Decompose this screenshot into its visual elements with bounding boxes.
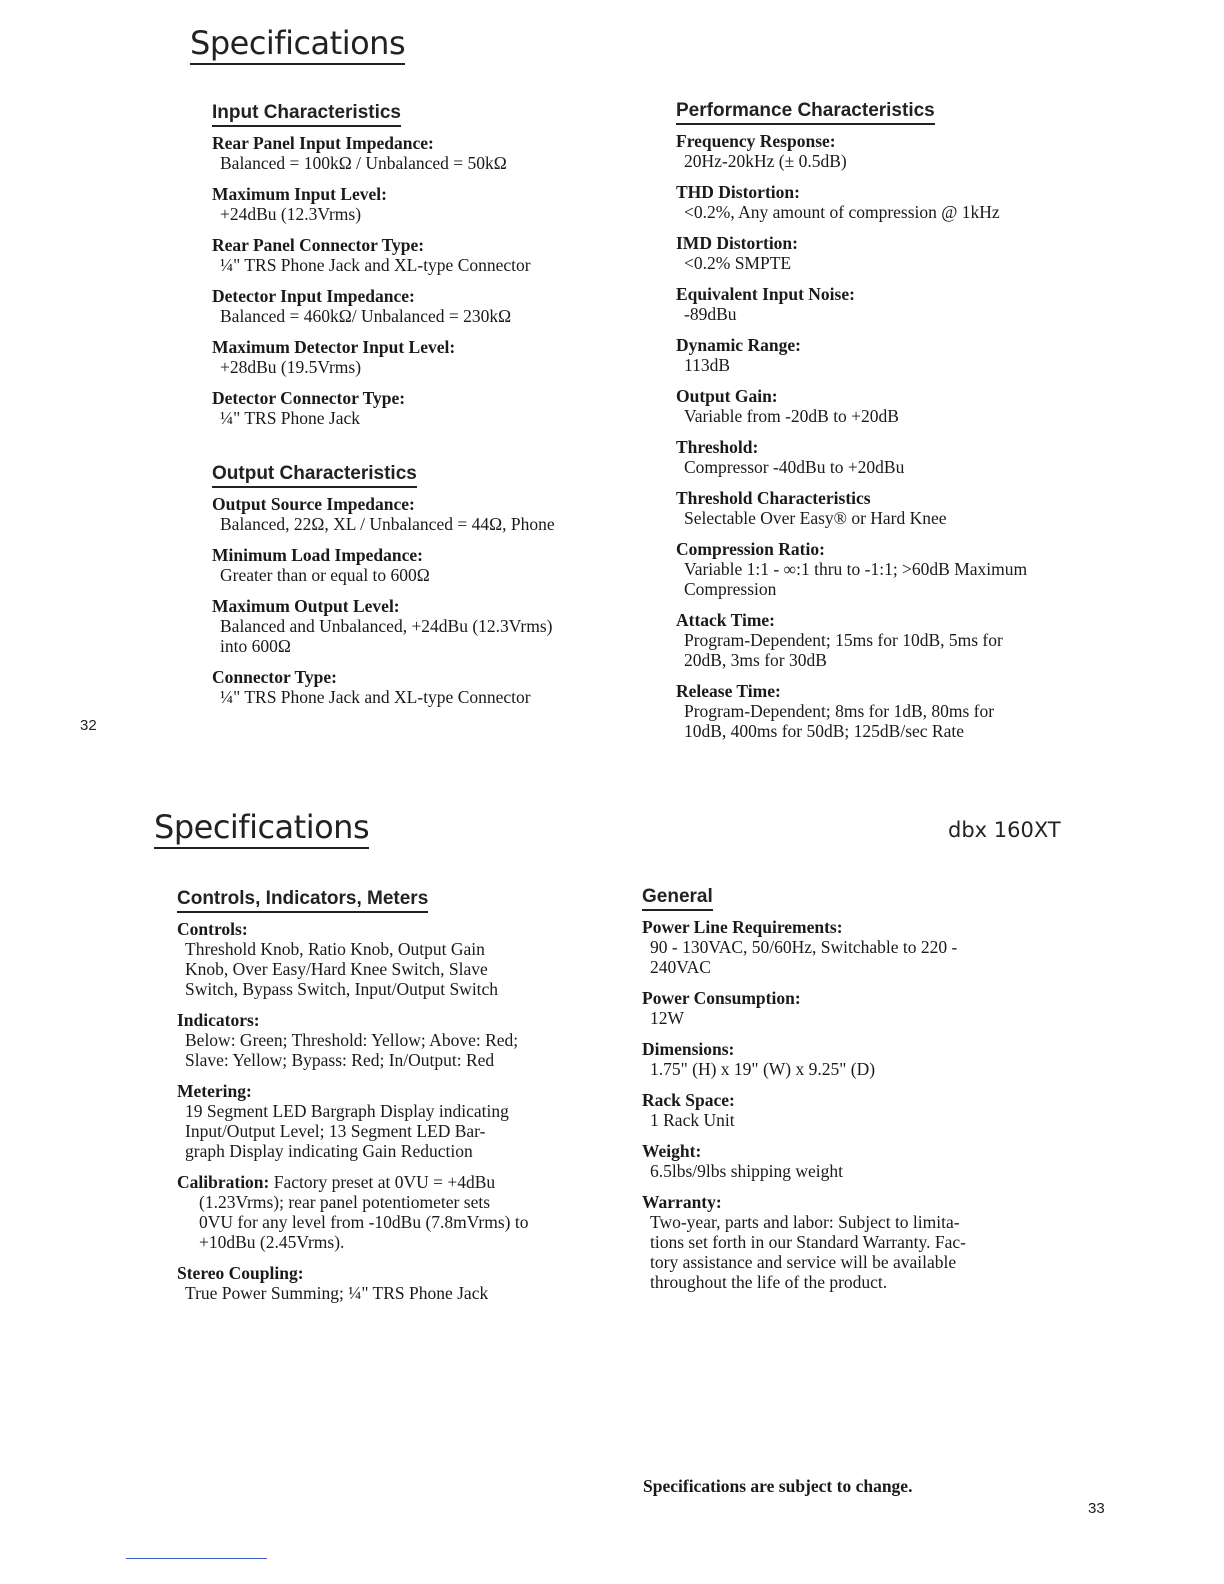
section-heading: Output Characteristics bbox=[212, 463, 417, 488]
spec-label: Weight: bbox=[642, 1140, 702, 1161]
spec-item bbox=[212, 235, 632, 275]
spec-value: 20Hz-20kHz (± 0.5dB) bbox=[684, 150, 847, 171]
spec-label: Detector Input Impedance: bbox=[212, 285, 415, 306]
spec-item bbox=[212, 388, 632, 428]
spec-value: Program-Dependent; 8ms for 1dB, 80ms for bbox=[684, 700, 995, 721]
spec-value: 1 Rack Unit bbox=[650, 1109, 735, 1130]
spec-item bbox=[212, 596, 632, 656]
spec-label: Dynamic Range: bbox=[676, 334, 801, 355]
spec-value: <0.2% SMPTE bbox=[684, 252, 792, 273]
spec-value: tory assistance and service will be available bbox=[650, 1251, 957, 1272]
spec-item bbox=[642, 1141, 1062, 1181]
spec-value: Two-year, parts and labor: Subject to limita- bbox=[650, 1211, 960, 1232]
spec-value: Switch, Bypass Switch, Input/Output Switch bbox=[185, 978, 499, 999]
spec-value: 1.75" (H) x 19" (W) x 9.25" (D) bbox=[650, 1058, 876, 1079]
spec-item bbox=[177, 1010, 597, 1070]
spec-item bbox=[676, 335, 1096, 375]
spec-value: Input/Output Level; 13 Segment LED Bar- bbox=[185, 1120, 486, 1141]
spec-item bbox=[177, 919, 597, 999]
spec-item bbox=[212, 337, 632, 377]
spec-list bbox=[642, 917, 1062, 1292]
section-heading: Controls, Indicators, Meters bbox=[177, 888, 428, 913]
spec-label: Metering: bbox=[177, 1080, 252, 1101]
spec-item bbox=[676, 437, 1096, 477]
spec-label: Stereo Coupling: bbox=[177, 1262, 304, 1283]
spec-value: +28dBu (19.5Vrms) bbox=[220, 356, 362, 377]
spec-label: Power Line Requirements: bbox=[642, 916, 843, 937]
spec-value: -89dBu bbox=[684, 303, 737, 324]
spec-label: Attack Time: bbox=[676, 609, 775, 630]
spec-value: Threshold Knob, Ratio Knob, Output Gain bbox=[185, 938, 485, 959]
spec-label: Maximum Detector Input Level: bbox=[212, 336, 456, 357]
spec-value: Balanced = 460kΩ/ Unbalanced = 230kΩ bbox=[220, 305, 512, 326]
spec-label: Release Time: bbox=[676, 680, 781, 701]
spec-label: Indicators: bbox=[177, 1009, 260, 1030]
spec-label: Warranty: bbox=[642, 1191, 722, 1212]
spec-label: Frequency Response: bbox=[676, 130, 836, 151]
spec-value: 12W bbox=[650, 1007, 685, 1028]
right-column bbox=[676, 100, 1096, 752]
spec-value: Knob, Over Easy/Hard Knee Switch, Slave bbox=[185, 958, 488, 979]
page-title: Specifications bbox=[154, 810, 369, 849]
section-heading: General bbox=[642, 886, 713, 911]
spec-value: ¼" TRS Phone Jack and XL-type Connector bbox=[220, 686, 531, 707]
spec-item bbox=[642, 1090, 1062, 1130]
spec-value: 240VAC bbox=[650, 956, 711, 977]
spec-label: Threshold: bbox=[676, 436, 759, 457]
spec-value: +10dBu (2.45Vrms). bbox=[199, 1231, 345, 1252]
spec-label: THD Distortion: bbox=[676, 181, 800, 202]
spec-item bbox=[212, 545, 632, 585]
page-number: 32 bbox=[80, 717, 97, 734]
spec-list bbox=[212, 494, 632, 707]
spec-value: Compression bbox=[684, 578, 777, 599]
spec-label: Power Consumption: bbox=[642, 987, 801, 1008]
spec-label: Maximum Input Level: bbox=[212, 183, 387, 204]
spec-label: Detector Connector Type: bbox=[212, 387, 406, 408]
spec-value: Greater than or equal to 600Ω bbox=[220, 564, 430, 585]
spec-value: 20dB, 3ms for 30dB bbox=[684, 649, 827, 670]
spec-label: Dimensions: bbox=[642, 1038, 735, 1059]
spec-item bbox=[177, 1263, 597, 1303]
section-heading: Input Characteristics bbox=[212, 102, 401, 127]
spec-value: Selectable Over Easy® or Hard Knee bbox=[684, 507, 947, 528]
spec-value: 90 - 130VAC, 50/60Hz, Switchable to 220 - bbox=[650, 936, 958, 957]
spec-item bbox=[676, 233, 1096, 273]
spec-label: Maximum Output Level: bbox=[212, 595, 400, 616]
spec-item bbox=[212, 286, 632, 326]
spec-value: into 600Ω bbox=[220, 635, 291, 656]
spec-value: Program-Dependent; 15ms for 10dB, 5ms for bbox=[684, 629, 1003, 650]
spec-label: Rack Space: bbox=[642, 1089, 735, 1110]
spec-label: Threshold Characteristics bbox=[676, 487, 871, 508]
spec-item bbox=[676, 681, 1096, 741]
spec-value: Variable 1:1 - ∞:1 thru to -1:1; >60dB Maximum bbox=[684, 558, 1028, 579]
spec-value: Factory preset at 0VU = +4dBu bbox=[273, 1171, 496, 1192]
spec-item bbox=[642, 988, 1062, 1028]
spec-value: Variable from -20dB to +20dB bbox=[684, 405, 899, 426]
spec-value: 19 Segment LED Bargraph Display indicating bbox=[185, 1100, 509, 1121]
spec-item bbox=[676, 284, 1096, 324]
spec-label: IMD Distortion: bbox=[676, 232, 798, 253]
spec-label: Minimum Load Impedance: bbox=[212, 544, 423, 565]
spec-list bbox=[212, 133, 632, 428]
spec-label: Equivalent Input Noise: bbox=[676, 283, 855, 304]
spec-label: Connector Type: bbox=[212, 666, 337, 687]
spec-value: Below: Green; Threshold: Yellow; Above: Red; bbox=[185, 1029, 519, 1050]
spec-value: Compressor -40dBu to +20dBu bbox=[684, 456, 905, 477]
spec-label: Calibration: bbox=[177, 1171, 270, 1192]
spec-value: 10dB, 400ms for 50dB; 125dB/sec Rate bbox=[684, 720, 964, 741]
spec-item bbox=[642, 917, 1062, 977]
spec-value: Balanced and Unbalanced, +24dBu (12.3Vrms) bbox=[220, 615, 553, 636]
spec-value: <0.2%, Any amount of compression @ 1kHz bbox=[684, 201, 1000, 222]
page-title: Specifications bbox=[190, 26, 405, 65]
spec-value: Slave: Yellow; Bypass: Red; In/Output: Red bbox=[185, 1049, 495, 1070]
spec-item bbox=[642, 1192, 1062, 1292]
section-heading: Performance Characteristics bbox=[676, 100, 935, 125]
spec-item bbox=[212, 133, 632, 173]
spec-label: Output Source Impedance: bbox=[212, 493, 415, 514]
model-name: dbx 160XT bbox=[948, 818, 1061, 842]
spec-item bbox=[642, 1039, 1062, 1079]
spec-item bbox=[676, 539, 1096, 599]
left-column bbox=[177, 888, 597, 1314]
spec-value: +24dBu (12.3Vrms) bbox=[220, 203, 362, 224]
spec-value: Balanced, 22Ω, XL / Unbalanced = 44Ω, Phone bbox=[220, 513, 555, 534]
spec-value: ¼" TRS Phone Jack and XL-type Connector bbox=[220, 254, 531, 275]
spec-value: (1.23Vrms); rear panel potentiometer sets bbox=[199, 1191, 491, 1212]
page-number: 33 bbox=[1088, 1500, 1105, 1517]
spec-item bbox=[212, 494, 632, 534]
spec-list bbox=[177, 919, 597, 1161]
spec-item bbox=[676, 488, 1096, 528]
spec-item bbox=[676, 386, 1096, 426]
right-column bbox=[642, 886, 1062, 1303]
spec-value: 6.5lbs/9lbs shipping weight bbox=[650, 1160, 843, 1181]
spec-item-calibration bbox=[177, 1172, 597, 1252]
spec-value: True Power Summing; ¼" TRS Phone Jack bbox=[185, 1282, 489, 1303]
spec-value: ¼" TRS Phone Jack bbox=[220, 407, 361, 428]
spec-item bbox=[212, 667, 632, 707]
spec-list bbox=[676, 131, 1096, 741]
spec-item bbox=[676, 610, 1096, 670]
spec-item bbox=[676, 182, 1096, 222]
spec-label: Output Gain: bbox=[676, 385, 778, 406]
spec-label: Compression Ratio: bbox=[676, 538, 825, 559]
change-notice: Specifications are subject to change. bbox=[643, 1476, 913, 1496]
spec-value: 0VU for any level from -10dBu (7.8mVrms) to bbox=[199, 1211, 529, 1232]
spec-label: Rear Panel Connector Type: bbox=[212, 234, 425, 255]
left-column bbox=[212, 102, 632, 718]
footer-rule bbox=[126, 1558, 267, 1559]
spec-value: 113dB bbox=[684, 354, 731, 375]
spec-label: Controls: bbox=[177, 918, 248, 939]
spec-value: tions set forth in our Standard Warranty. Fac- bbox=[650, 1231, 966, 1252]
spec-value: throughout the life of the product. bbox=[650, 1271, 888, 1292]
spec-item bbox=[676, 131, 1096, 171]
spec-item bbox=[177, 1081, 597, 1161]
spec-list bbox=[177, 1263, 597, 1303]
spec-value: graph Display indicating Gain Reduction bbox=[185, 1140, 473, 1161]
spec-value: Balanced = 100kΩ / Unbalanced = 50kΩ bbox=[220, 152, 507, 173]
spec-item bbox=[212, 184, 632, 224]
spec-label: Rear Panel Input Impedance: bbox=[212, 132, 434, 153]
